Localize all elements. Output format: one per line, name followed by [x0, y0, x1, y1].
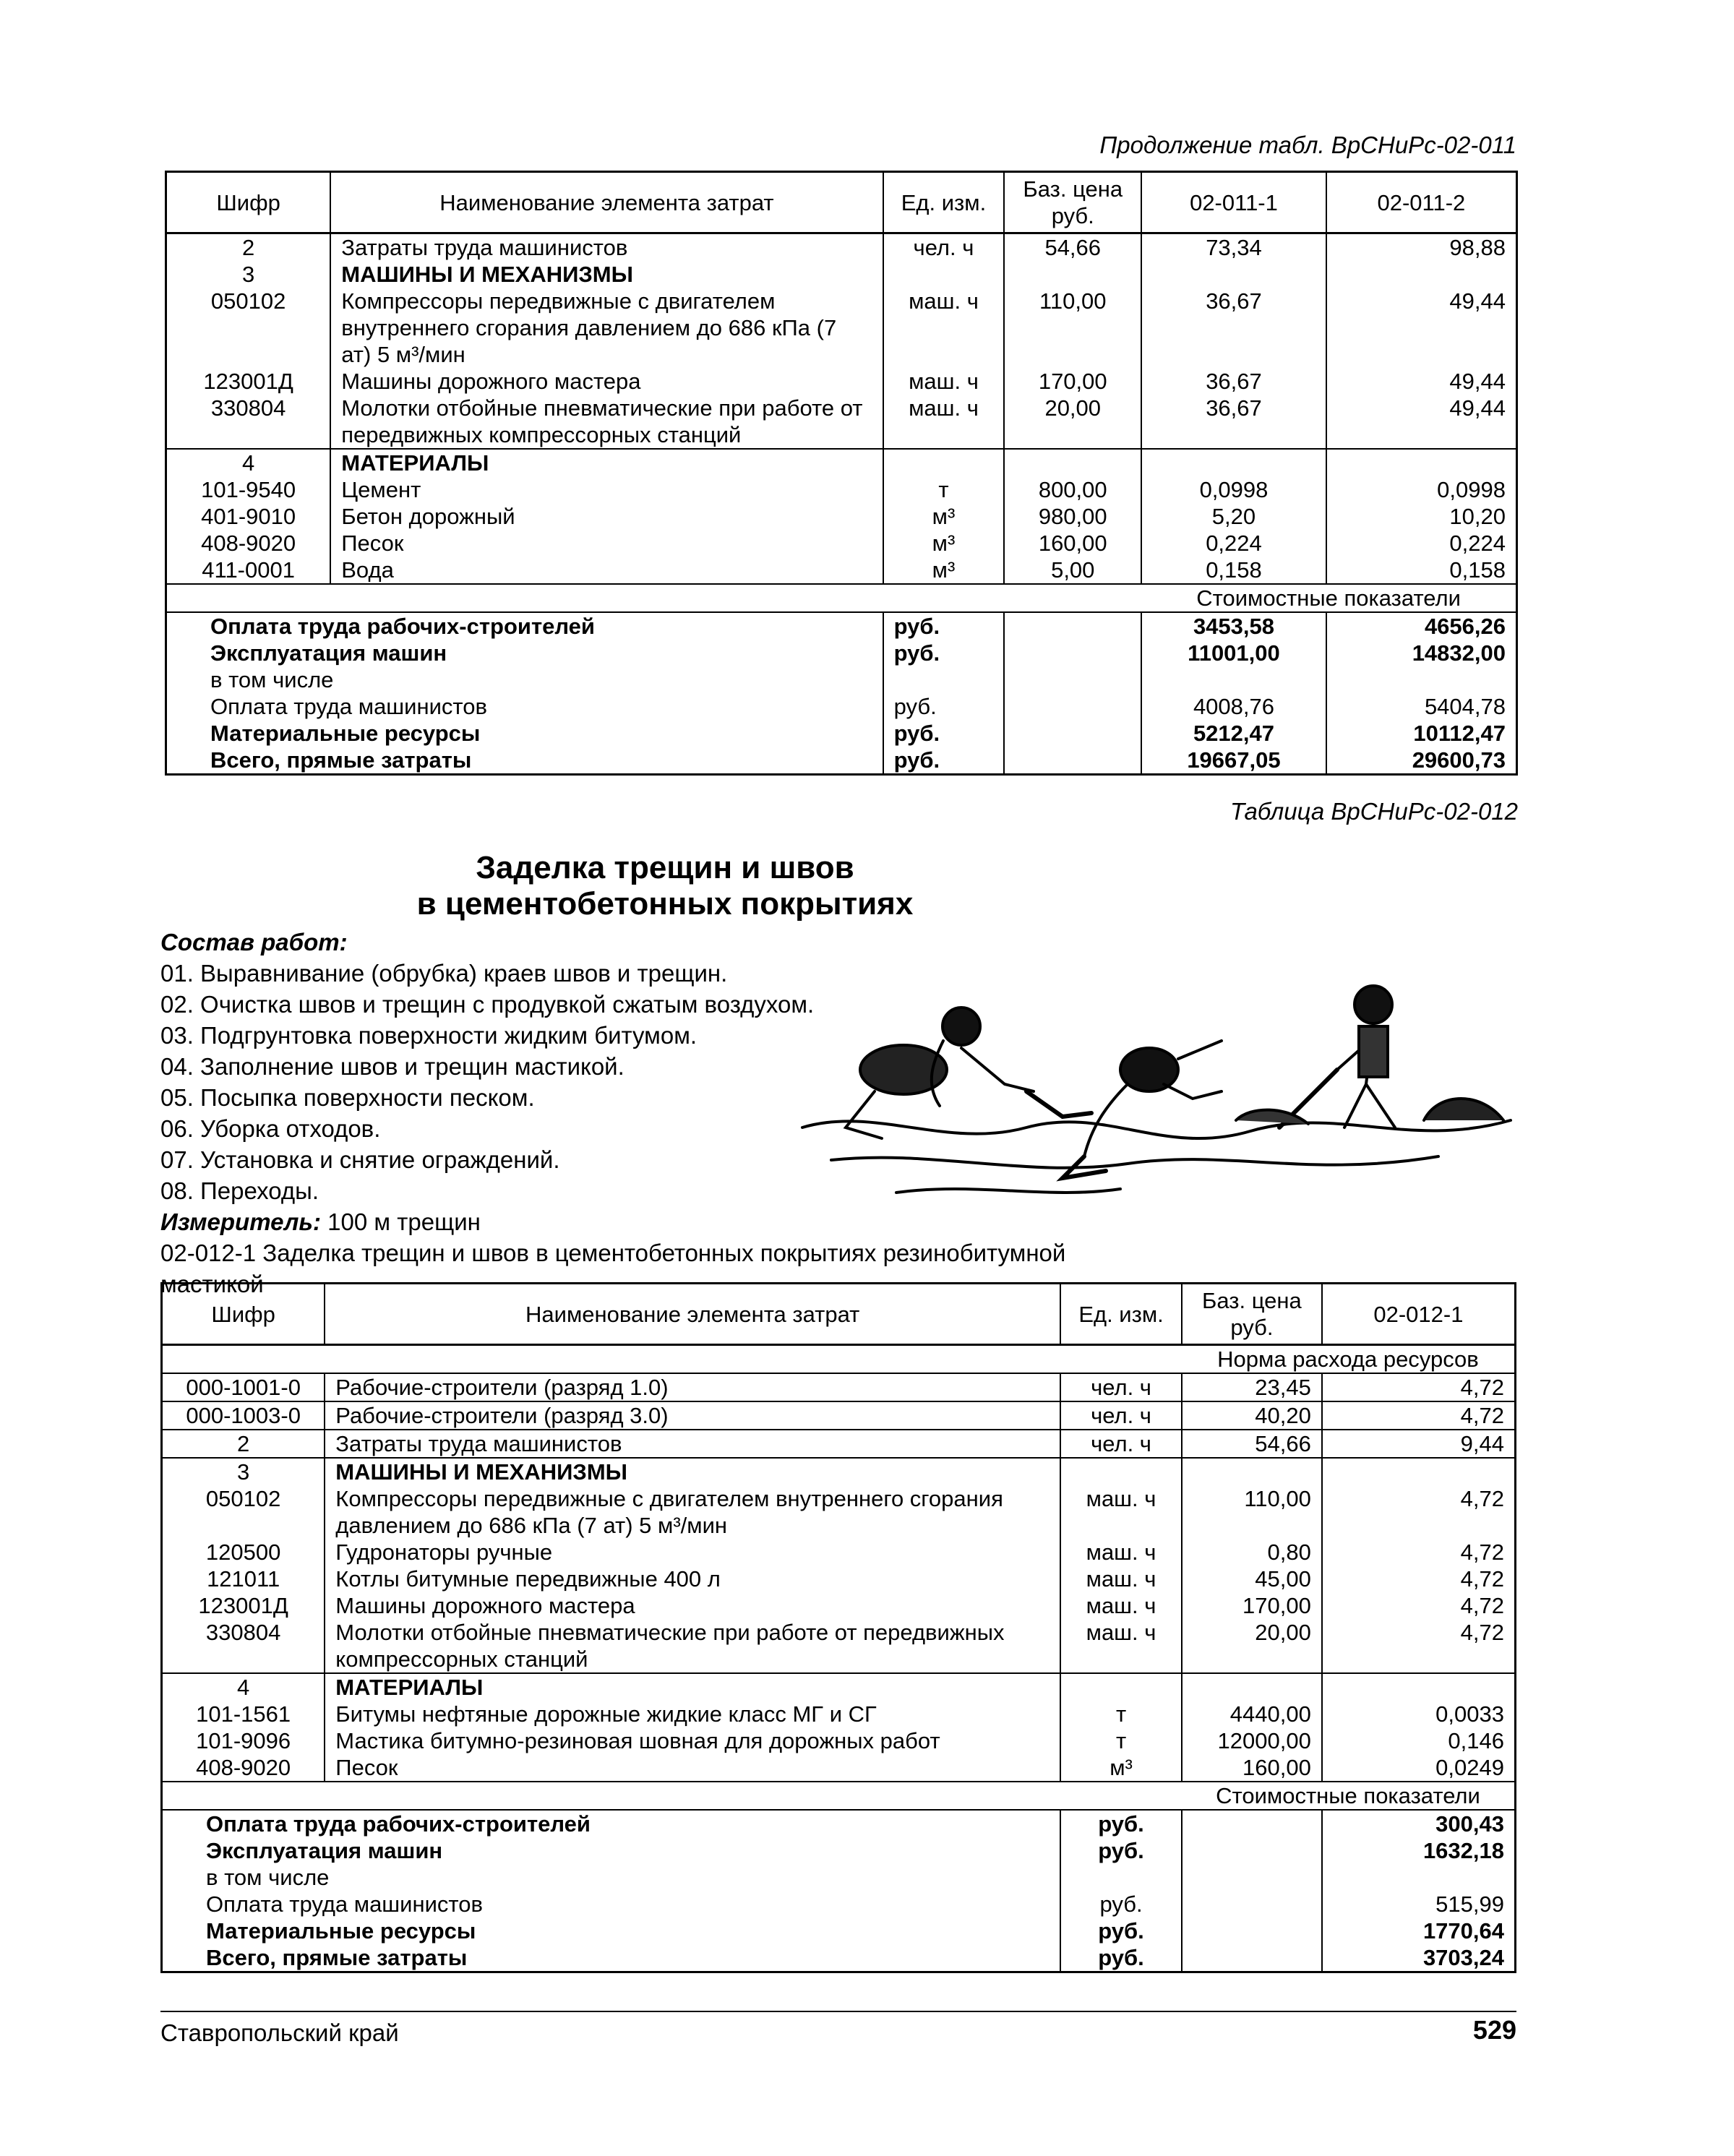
table-row	[166, 233, 1517, 262]
row-name: Битумы нефтяные дорожные жидкие класс МГ и СГ	[325, 1701, 1060, 1727]
totals-value-1: 3703,24	[1322, 1944, 1516, 1972]
row-name: Затраты труда машинистов	[325, 1430, 1060, 1458]
totals-unit: руб.	[883, 747, 1005, 775]
row-code: 4	[162, 1673, 325, 1701]
row-name: Цемент	[330, 476, 883, 503]
totals-empty	[1004, 666, 1141, 693]
row-code: 3	[162, 1458, 325, 1485]
table-row	[162, 1401, 1516, 1430]
norm-header-spacer	[162, 1345, 1182, 1374]
row-value-1: 0,146	[1322, 1727, 1516, 1754]
totals-empty	[1182, 1891, 1322, 1917]
row-price: 0,80	[1182, 1539, 1322, 1566]
row-price: 40,20	[1182, 1401, 1322, 1430]
row-value-1: 73,34	[1141, 233, 1326, 262]
work-item: 03. Подгрунтовка поверхности жидким битумом.	[160, 1022, 698, 1049]
totals-row	[162, 1944, 1516, 1972]
row-price: 170,00	[1182, 1592, 1322, 1619]
row-value-1	[1322, 1458, 1516, 1485]
totals-name: в том числе	[166, 666, 883, 693]
cost-header-spacer	[162, 1782, 1182, 1810]
footer-rule	[160, 2011, 1516, 2012]
table-row	[166, 368, 1517, 395]
row-code: 000-1001-0	[162, 1373, 325, 1401]
row-price	[1004, 449, 1141, 476]
row-name: Песок	[325, 1754, 1060, 1782]
work-item: 08. Переходы.	[160, 1177, 319, 1204]
totals-name: Материальные ресурсы	[166, 720, 883, 747]
work-item: 06. Уборка отходов.	[160, 1115, 381, 1142]
totals-name: Эксплуатация машин	[162, 1837, 1061, 1864]
row-code: 101-9540	[166, 476, 331, 503]
totals-value-1: 11001,00	[1141, 640, 1326, 666]
section-title	[289, 850, 1041, 922]
row-unit: т	[1060, 1701, 1182, 1727]
row-unit: маш. ч	[1060, 1619, 1182, 1673]
row-price: 170,00	[1004, 368, 1141, 395]
row-value-1: 4,72	[1322, 1485, 1516, 1539]
table-row	[166, 530, 1517, 557]
col-header-code: Шифр	[162, 1284, 325, 1345]
row-name: МАШИНЫ И МЕХАНИЗМЫ	[325, 1458, 1060, 1485]
work-item: 04. Заполнение швов и трещин мастикой.	[160, 1053, 625, 1080]
row-price: 800,00	[1004, 476, 1141, 503]
row-value-1	[1141, 261, 1326, 288]
table-row	[162, 1373, 1516, 1401]
totals-value-2: 29600,73	[1326, 747, 1517, 775]
row-name: МАШИНЫ И МЕХАНИЗМЫ	[330, 261, 883, 288]
totals-value-2: 4656,26	[1326, 612, 1517, 640]
row-unit: м³	[883, 503, 1005, 530]
footer-region: Ставропольский край	[160, 2019, 399, 2046]
row-unit: м³	[883, 530, 1005, 557]
totals-row	[166, 612, 1517, 640]
table-row	[162, 1701, 1516, 1727]
row-unit: чел. ч	[1060, 1430, 1182, 1458]
row-unit: т	[1060, 1727, 1182, 1754]
row-code: 408-9020	[162, 1754, 325, 1782]
cost-header-row	[166, 584, 1517, 612]
table-row	[162, 1754, 1516, 1782]
row-code: 330804	[166, 395, 331, 449]
row-price: 160,00	[1182, 1754, 1322, 1782]
row-name: Молотки отбойные пневматические при работе от передвижных компрессорных станций	[330, 395, 883, 449]
row-price: 5,00	[1004, 557, 1141, 584]
row-unit	[1060, 1673, 1182, 1701]
col-header-price: Баз. цена руб.	[1182, 1284, 1322, 1345]
totals-row	[162, 1810, 1516, 1837]
row-unit	[1060, 1458, 1182, 1485]
measure-label: Измеритель:	[160, 1208, 321, 1235]
row-value-2: 10,20	[1326, 503, 1517, 530]
row-code: 101-9096	[162, 1727, 325, 1754]
table-row	[166, 261, 1517, 288]
norm-header-row	[162, 1345, 1516, 1374]
row-value-1: 4,72	[1322, 1619, 1516, 1673]
col-header-v1: 02-012-1	[1322, 1284, 1516, 1345]
norm-header: Норма расхода ресурсов	[1182, 1345, 1516, 1374]
totals-row	[162, 1837, 1516, 1864]
row-price: 54,66	[1182, 1430, 1322, 1458]
row-code: 408-9020	[166, 530, 331, 557]
totals-unit: руб.	[883, 693, 1005, 720]
row-unit: маш. ч	[1060, 1566, 1182, 1592]
row-value-1: 0,0033	[1322, 1701, 1516, 1727]
row-unit: маш. ч	[1060, 1539, 1182, 1566]
totals-value-1	[1141, 666, 1326, 693]
row-code: 050102	[162, 1485, 325, 1539]
row-name: Рабочие-строители (разряд 3.0)	[325, 1401, 1060, 1430]
totals-unit: руб.	[883, 720, 1005, 747]
totals-unit: руб.	[1060, 1810, 1182, 1837]
totals-empty	[1004, 747, 1141, 775]
totals-empty	[1004, 612, 1141, 640]
row-price: 4440,00	[1182, 1701, 1322, 1727]
table1	[165, 171, 1518, 776]
totals-name: Оплата труда машинистов	[162, 1891, 1061, 1917]
col-header-unit: Ед. изм.	[883, 172, 1005, 233]
totals-value-2: 10112,47	[1326, 720, 1517, 747]
totals-value-1: 515,99	[1322, 1891, 1516, 1917]
cost-header-row	[162, 1782, 1516, 1810]
row-name: Молотки отбойные пневматические при работе от передвижных компрессорных станций	[325, 1619, 1060, 1673]
row-price: 160,00	[1004, 530, 1141, 557]
section-title-line2: в цементобетонных покрытиях	[416, 886, 914, 922]
row-code: 4	[166, 449, 331, 476]
work-item: 05. Посыпка поверхности песком.	[160, 1084, 535, 1111]
row-code: 101-1561	[162, 1701, 325, 1727]
table-row	[166, 557, 1517, 584]
totals-name: в том числе	[162, 1864, 1061, 1891]
row-name: Затраты труда машинистов	[330, 233, 883, 262]
row-price: 980,00	[1004, 503, 1141, 530]
table-row	[162, 1727, 1516, 1754]
totals-row	[162, 1917, 1516, 1944]
row-unit	[883, 449, 1005, 476]
row-value-1: 4,72	[1322, 1373, 1516, 1401]
totals-empty	[1004, 693, 1141, 720]
row-name: Мастика битумно-резиновая шовная для дорожных работ	[325, 1727, 1060, 1754]
row-code: 123001Д	[166, 368, 331, 395]
work-item: 02. Очистка швов и трещин с продувкой сжатым воздухом.	[160, 991, 815, 1018]
table-row	[166, 476, 1517, 503]
row-value-2	[1326, 261, 1517, 288]
col-header-unit: Ед. изм.	[1060, 1284, 1182, 1345]
totals-empty	[1182, 1837, 1322, 1864]
row-code: 2	[166, 233, 331, 262]
row-value-2: 0,0998	[1326, 476, 1517, 503]
totals-value-2	[1326, 666, 1517, 693]
row-name: Компрессоры передвижные с двигателем внутреннего сгорания давлением до 686 кПа (7 ат) 5 м³/мин	[325, 1485, 1060, 1539]
row-unit: маш. ч	[883, 368, 1005, 395]
table-row	[162, 1673, 1516, 1701]
row-value-2: 49,44	[1326, 395, 1517, 449]
row-price: 110,00	[1004, 288, 1141, 368]
page-number: 529	[1472, 2015, 1516, 2045]
row-value-1: 0,224	[1141, 530, 1326, 557]
table-row	[162, 1539, 1516, 1566]
row-name: МАТЕРИАЛЫ	[325, 1673, 1060, 1701]
row-code: 2	[162, 1430, 325, 1458]
totals-unit: руб.	[1060, 1917, 1182, 1944]
totals-unit: руб.	[1060, 1837, 1182, 1864]
table2	[160, 1282, 1516, 1973]
row-price	[1182, 1458, 1322, 1485]
row-value-1: 4,72	[1322, 1592, 1516, 1619]
row-value-1: 4,72	[1322, 1401, 1516, 1430]
totals-row	[166, 720, 1517, 747]
totals-empty	[1004, 640, 1141, 666]
row-value-1: 36,67	[1141, 288, 1326, 368]
totals-value-1: 1632,18	[1322, 1837, 1516, 1864]
measure-value: 100 м трещин	[327, 1208, 481, 1235]
col-header-v1: 02-011-1	[1141, 172, 1326, 233]
row-value-1: 0,158	[1141, 557, 1326, 584]
table-row	[166, 503, 1517, 530]
totals-value-1: 300,43	[1322, 1810, 1516, 1837]
row-value-2: 49,44	[1326, 288, 1517, 368]
row-unit: т	[883, 476, 1005, 503]
row-name: Гудронаторы ручные	[325, 1539, 1060, 1566]
row-name: Вода	[330, 557, 883, 584]
work-label: Состав работ:	[160, 929, 348, 955]
row-unit: чел. ч	[1060, 1401, 1182, 1430]
totals-name: Оплата труда рабочих-строителей	[166, 612, 883, 640]
row-code: 120500	[162, 1539, 325, 1566]
row-value-1: 9,44	[1322, 1430, 1516, 1458]
row-unit: чел. ч	[1060, 1373, 1182, 1401]
totals-name: Оплата труда машинистов	[166, 693, 883, 720]
row-value-1: 4,72	[1322, 1566, 1516, 1592]
totals-name: Оплата труда рабочих-строителей	[162, 1810, 1061, 1837]
row-value-2: 0,224	[1326, 530, 1517, 557]
totals-row	[166, 693, 1517, 720]
col-header-name: Наименование элемента затрат	[330, 172, 883, 233]
col-header-price: Баз. цена руб.	[1004, 172, 1141, 233]
col-header-code: Шифр	[166, 172, 331, 233]
row-unit: маш. ч	[883, 288, 1005, 368]
row-code: 050102	[166, 288, 331, 368]
totals-value-1: 1770,64	[1322, 1917, 1516, 1944]
col-header-v2: 02-011-2	[1326, 172, 1517, 233]
table-row	[162, 1485, 1516, 1539]
totals-value-2: 14832,00	[1326, 640, 1517, 666]
row-price: 23,45	[1182, 1373, 1322, 1401]
table-row	[162, 1619, 1516, 1673]
row-value-2: 0,158	[1326, 557, 1517, 584]
totals-row	[166, 666, 1517, 693]
table-row	[166, 288, 1517, 368]
cost-header-spacer	[166, 584, 1142, 612]
row-code: 411-0001	[166, 557, 331, 584]
row-value-2	[1326, 449, 1517, 476]
row-name: Машины дорожного мастера	[325, 1592, 1060, 1619]
totals-name: Эксплуатация машин	[166, 640, 883, 666]
totals-value-1: 3453,58	[1141, 612, 1326, 640]
row-price: 20,00	[1004, 395, 1141, 449]
row-name: Бетон дорожный	[330, 503, 883, 530]
totals-unit: руб.	[883, 612, 1005, 640]
col-header-name: Наименование элемента затрат	[325, 1284, 1060, 1345]
totals-value-2: 5404,78	[1326, 693, 1517, 720]
totals-empty	[1182, 1944, 1322, 1972]
row-value-1	[1322, 1673, 1516, 1701]
row-price: 54,66	[1004, 233, 1141, 262]
row-price	[1004, 261, 1141, 288]
totals-unit: руб.	[1060, 1944, 1182, 1972]
totals-unit	[1060, 1864, 1182, 1891]
subtitle-line: 02-012-1 Заделка трещин и швов в цементобетонных покрытиях резинобитумной мастикой	[160, 1240, 1066, 1297]
table1-caption: Продолжение табл. ВрСНиРс-02-011	[1099, 132, 1516, 158]
section-title-line1: Заделка трещин и швов	[476, 850, 854, 885]
row-value-1: 5,20	[1141, 503, 1326, 530]
totals-name: Материальные ресурсы	[162, 1917, 1061, 1944]
totals-value-1: 19667,05	[1141, 747, 1326, 775]
row-value-1: 0,0998	[1141, 476, 1326, 503]
row-name: Песок	[330, 530, 883, 557]
row-code: 401-9010	[166, 503, 331, 530]
row-name: Машины дорожного мастера	[330, 368, 883, 395]
row-code: 121011	[162, 1566, 325, 1592]
totals-value-1: 5212,47	[1141, 720, 1326, 747]
totals-unit: руб.	[1060, 1891, 1182, 1917]
table-row	[166, 449, 1517, 476]
row-price: 45,00	[1182, 1566, 1322, 1592]
row-code: 330804	[162, 1619, 325, 1673]
table-row	[162, 1592, 1516, 1619]
totals-row	[162, 1891, 1516, 1917]
row-name: Рабочие-строители (разряд 1.0)	[325, 1373, 1060, 1401]
row-price: 12000,00	[1182, 1727, 1322, 1754]
table-row	[162, 1566, 1516, 1592]
totals-unit: руб.	[883, 640, 1005, 666]
row-code: 3	[166, 261, 331, 288]
row-value-1: 0,0249	[1322, 1754, 1516, 1782]
table-row	[162, 1458, 1516, 1485]
row-value-1: 36,67	[1141, 395, 1326, 449]
row-value-2: 49,44	[1326, 368, 1517, 395]
totals-empty	[1182, 1864, 1322, 1891]
table-row	[166, 395, 1517, 449]
row-unit: маш. ч	[883, 395, 1005, 449]
totals-row	[162, 1864, 1516, 1891]
row-unit: чел. ч	[883, 233, 1005, 262]
work-item: 01. Выравнивание (обрубка) краев швов и трещин.	[160, 960, 728, 987]
table2-caption: Таблица ВрСНиРс-02-012	[1230, 798, 1518, 825]
row-code: 000-1003-0	[162, 1401, 325, 1430]
totals-unit	[883, 666, 1005, 693]
row-value-1: 4,72	[1322, 1539, 1516, 1566]
work-item: 07. Установка и снятие ограждений.	[160, 1146, 560, 1173]
row-name: Котлы битумные передвижные 400 л	[325, 1566, 1060, 1592]
totals-empty	[1004, 720, 1141, 747]
road-workers-illustration	[788, 983, 1518, 1214]
row-price: 20,00	[1182, 1619, 1322, 1673]
row-name: МАТЕРИАЛЫ	[330, 449, 883, 476]
totals-name: Всего, прямые затраты	[166, 747, 883, 775]
row-value-1	[1141, 449, 1326, 476]
row-name: Компрессоры передвижные с двигателем внутреннего сгорания давлением до 686 кПа (7 ат) 5 м³/мин	[330, 288, 883, 368]
totals-empty	[1182, 1810, 1322, 1837]
cost-header: Стоимостные показатели	[1182, 1782, 1516, 1810]
totals-name: Всего, прямые затраты	[162, 1944, 1061, 1972]
totals-empty	[1182, 1917, 1322, 1944]
row-value-1: 36,67	[1141, 368, 1326, 395]
cost-header: Стоимостные показатели	[1141, 584, 1516, 612]
row-price	[1182, 1673, 1322, 1701]
table-row	[162, 1430, 1516, 1458]
row-value-2: 98,88	[1326, 233, 1517, 262]
totals-value-1: 4008,76	[1141, 693, 1326, 720]
totals-value-1	[1322, 1864, 1516, 1891]
row-price: 110,00	[1182, 1485, 1322, 1539]
row-unit: маш. ч	[1060, 1592, 1182, 1619]
row-unit: м³	[883, 557, 1005, 584]
totals-row	[166, 640, 1517, 666]
row-unit	[883, 261, 1005, 288]
row-unit: м³	[1060, 1754, 1182, 1782]
row-code: 123001Д	[162, 1592, 325, 1619]
totals-row	[166, 747, 1517, 775]
row-unit: маш. ч	[1060, 1485, 1182, 1539]
